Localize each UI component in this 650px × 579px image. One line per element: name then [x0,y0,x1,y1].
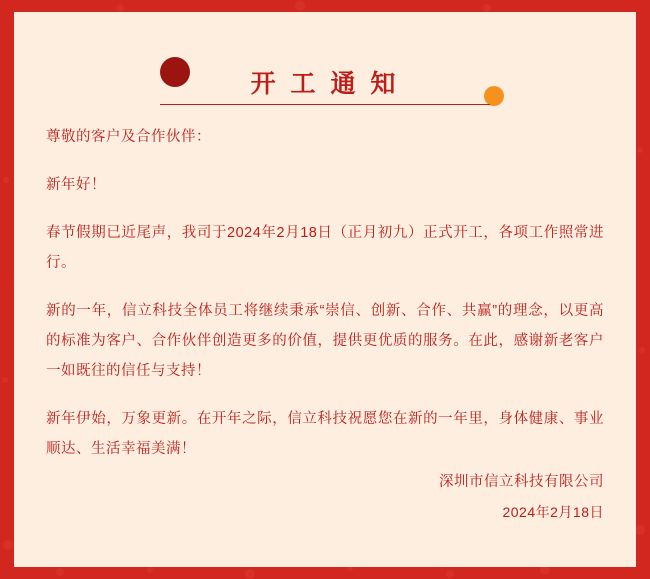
signature-date: 2024年2月18日 [502,504,604,520]
paragraph-greeting: 新年好！ [46,177,106,193]
paragraph-resume-work: 春节假期已近尾声，我司于2024年2月18日（正月初九）正式开工，各项工作照常进行。 [46,225,604,271]
signature-block [439,467,604,527]
page-title: 开 工 通 知 [250,70,400,98]
title-divider [160,104,490,105]
notice-body [46,122,604,484]
notice-header [14,12,636,117]
notice-card [14,12,636,567]
paragraph-values: 新的一年，信立科技全体员工将继续秉承“崇信、创新、合作、共赢”的理念，以更高的标准为客户、合作伙伴创造更多的价值，提供更优质的服务。在此，感谢新老客户一如既往的信任与支持！ [46,303,604,379]
paragraph-salutation: 尊敬的客户及合作伙伴： [46,129,211,145]
paragraph-wishes: 新年伊始，万象更新。在开年之际，信立科技祝愿您在新的一年里，身体健康、事业顺达、生活幸福美满！ [46,411,604,457]
signature-company: 深圳市信立科技有限公司 [439,474,604,490]
